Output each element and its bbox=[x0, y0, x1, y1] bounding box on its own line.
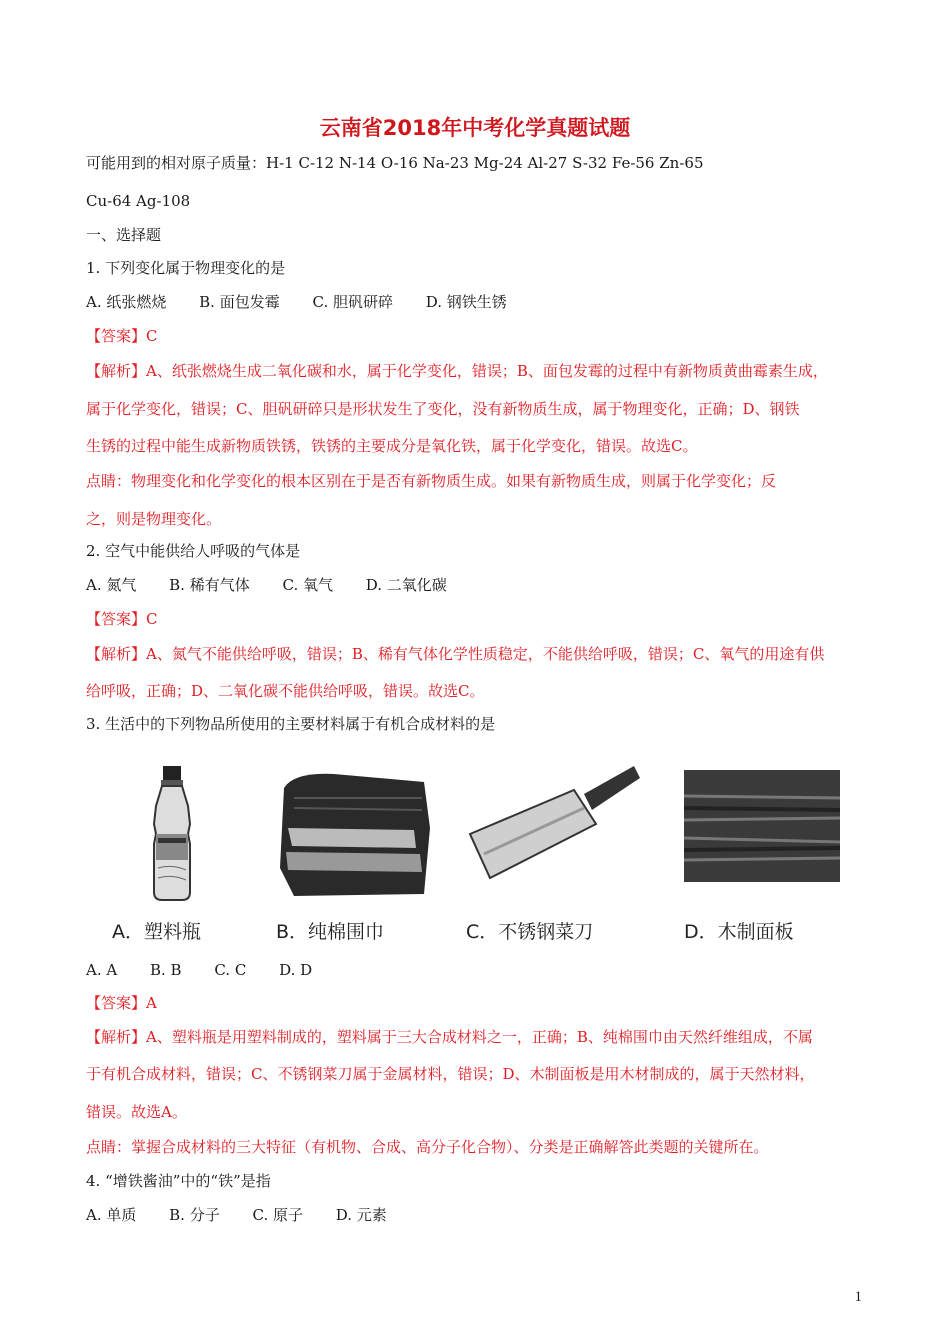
q3-stem: 3. 生活中的下列物品所使用的主要材料属于有机合成材料的是 bbox=[86, 715, 496, 733]
q3-caption-b: B．纯棉围巾 bbox=[276, 921, 385, 943]
q1-analysis-line: 生锈的过程中能生成新物质铁锈，铁锈的主要成分是氧化铁，属于化学变化，错误。故选C。 bbox=[86, 437, 698, 455]
q3-item-a bbox=[108, 764, 268, 944]
q3-caption-d: D．木制面板 bbox=[684, 921, 794, 943]
q3-caption-c: C．不锈钢菜刀 bbox=[466, 921, 594, 943]
q4-stem: 4. “增铁酱油”中的“铁”是指 bbox=[86, 1172, 271, 1190]
q3-option-a: A. A bbox=[86, 961, 118, 979]
cotton-scarf-icon bbox=[274, 768, 434, 898]
q2-option-c: C. 氧气 bbox=[282, 576, 333, 594]
q1-tip-line: 点睛：物理变化和化学变化的根本区别在于是否有新物质生成。如果有新物质生成，则属于化学变化；反 bbox=[86, 472, 777, 490]
q4-option-c: C. 原子 bbox=[252, 1206, 303, 1224]
q1-option-a: A. 纸张燃烧 bbox=[86, 293, 167, 311]
section-heading: 一、选择题 bbox=[86, 226, 162, 244]
q2-answer: 【答案】C bbox=[86, 610, 158, 628]
q4-option-d: D. 元素 bbox=[335, 1206, 387, 1224]
q1-options bbox=[86, 292, 535, 312]
q1-option-d: D. 钢铁生锈 bbox=[425, 293, 507, 311]
q1-analysis-line: 属于化学变化，错误；C、胆矾研碎只是形状发生了变化，没有新物质生成，属于物理变化，正确；D、钢铁 bbox=[86, 400, 800, 418]
q3-analysis-line: 【解析】A、塑料瓶是用塑料制成的，塑料属于三大合成材料之一，正确；B、纯棉围巾由天然纤维组成，不属 bbox=[86, 1028, 813, 1046]
q3-option-c: C. C bbox=[214, 961, 247, 979]
q1-option-c: C. 胆矾研碎 bbox=[312, 293, 393, 311]
page-number: 1 bbox=[854, 1289, 862, 1305]
q2-option-d: D. 二氧化碳 bbox=[365, 576, 447, 594]
q3-analysis-line: 于有机合成材料，错误；C、不锈钢菜刀属于金属材料，错误；D、木制面板是用木材制成的，属于天然材料， bbox=[86, 1065, 815, 1083]
page-title: 云南省2018年中考化学真题试题 bbox=[319, 116, 631, 140]
q2-analysis-line: 给呼吸，正确；D、二氧化碳不能供给呼吸，错误。故选C。 bbox=[86, 682, 485, 700]
q3-item-c bbox=[464, 764, 654, 944]
q2-stem: 2. 空气中能供给人呼吸的气体是 bbox=[86, 542, 301, 560]
q1-tip-line: 之，则是物理变化。 bbox=[86, 510, 222, 528]
q3-analysis-line: 错误。故选A。 bbox=[86, 1103, 187, 1121]
atomic-masses-line-1: 可能用到的相对原子质量：H-1 C-12 N-14 O-16 Na-23 Mg-24 Al-27 S-32 Fe-56 Zn-65 bbox=[86, 154, 704, 172]
q1-answer: 【答案】C bbox=[86, 327, 158, 345]
q4-options bbox=[86, 1205, 415, 1225]
q1-option-b: B. 面包发霉 bbox=[199, 293, 280, 311]
kitchen-knife-icon bbox=[464, 764, 644, 894]
plastic-bottle-icon bbox=[132, 764, 212, 904]
q3-item-b bbox=[274, 764, 444, 944]
q4-option-b: B. 分子 bbox=[169, 1206, 220, 1224]
q3-item-d bbox=[676, 764, 846, 944]
q3-caption-a: A．塑料瓶 bbox=[112, 921, 201, 943]
q3-option-b: B. B bbox=[149, 961, 182, 979]
atomic-masses-line-2: Cu-64 Ag-108 bbox=[86, 192, 191, 210]
q3-options bbox=[86, 960, 340, 980]
q1-analysis-line: 【解析】A、纸张燃烧生成二氧化碳和水，属于化学变化，错误；B、面包发霉的过程中有新物质黄曲霉素生成， bbox=[86, 362, 828, 380]
q3-answer: 【答案】A bbox=[86, 994, 157, 1012]
q3-image-row bbox=[86, 764, 866, 944]
q2-options bbox=[86, 575, 475, 595]
q2-option-b: B. 稀有气体 bbox=[169, 576, 250, 594]
q1-stem: 1. 下列变化属于物理变化的是 bbox=[86, 259, 286, 277]
q3-tip-line: 点睛：掌握合成材料的三大特征（有机物、合成、高分子化合物）、分类是正确解答此类题的关键所在。 bbox=[86, 1138, 769, 1156]
wooden-panel-icon bbox=[682, 768, 842, 886]
q2-option-a: A. 氮气 bbox=[86, 576, 137, 594]
q2-analysis-line: 【解析】A、氮气不能供给呼吸，错误；B、稀有气体化学性质稳定，不能供给呼吸，错误；C、氧气的用途有供 bbox=[86, 645, 825, 663]
q4-option-a: A. 单质 bbox=[86, 1206, 137, 1224]
q3-option-d: D. D bbox=[279, 961, 313, 979]
